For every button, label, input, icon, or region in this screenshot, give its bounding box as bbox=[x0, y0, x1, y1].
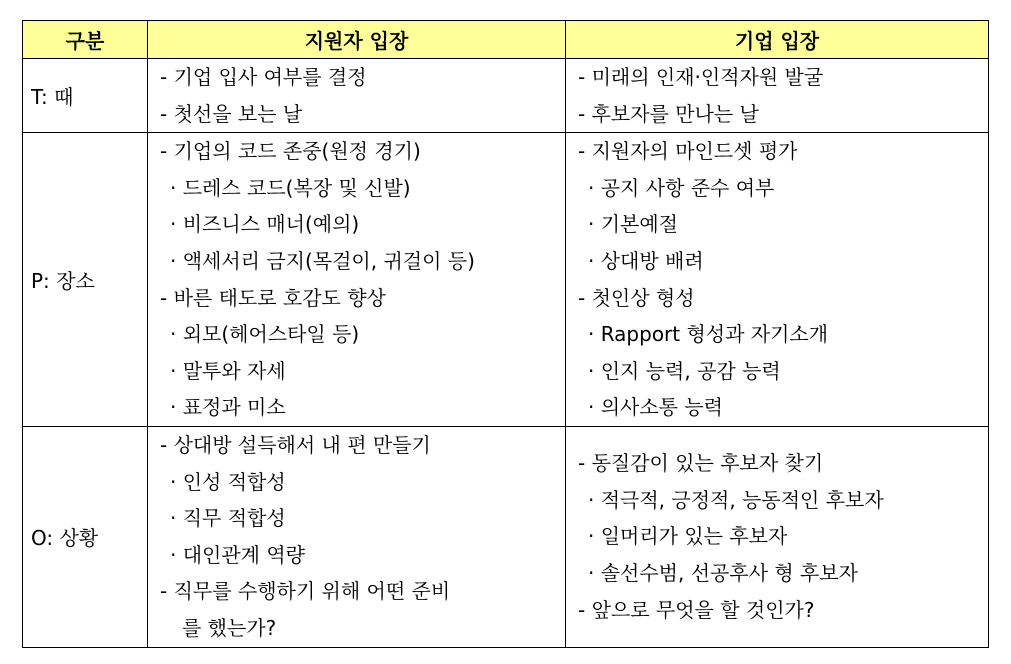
applicant-cell-place bbox=[148, 133, 566, 427]
table-row-occasion bbox=[23, 426, 989, 647]
list-item: · 외모(헤어스타일 등) bbox=[170, 322, 360, 347]
list-item: · 의사소통 능력 bbox=[588, 395, 723, 420]
row-label-place: P: 장소 bbox=[23, 133, 148, 427]
list-item: · 비즈니스 매너(예의) bbox=[170, 212, 360, 237]
list-item: - 첫선을 보는 날 bbox=[160, 101, 303, 126]
company-cell-place bbox=[566, 133, 989, 427]
list-item: · 직무 적합성 bbox=[170, 506, 286, 531]
list-item: · 대인관계 역량 bbox=[170, 542, 305, 567]
list-item: - 직무를 수행하기 위해 어떤 준비 bbox=[160, 579, 451, 604]
header-category: 구분 bbox=[23, 21, 148, 59]
row-label-occasion: O: 상황 bbox=[23, 426, 148, 647]
list-item: - 미래의 인재·인적자원 발굴 bbox=[578, 65, 824, 89]
list-item: · 표정과 미소 bbox=[170, 395, 286, 420]
list-item: · 공지 사항 준수 여부 bbox=[588, 175, 775, 200]
company-cell-occasion bbox=[566, 426, 989, 647]
list-item: · 적극적, 긍정적, 능동적인 후보자 bbox=[588, 487, 884, 512]
list-item: · 솔선수범, 선공후사 형 후보자 bbox=[588, 561, 858, 586]
header-row bbox=[23, 21, 989, 59]
list-item: - 후보자를 만나는 날 bbox=[578, 101, 759, 126]
list-item: · 드레스 코드(복장 및 신발) bbox=[170, 175, 411, 200]
list-item: - 지원자의 마인드셋 평가 bbox=[578, 139, 798, 164]
list-item: · Rapport 형성과 자기소개 bbox=[588, 322, 829, 347]
applicant-cell-time bbox=[148, 59, 566, 133]
list-item: - 앞으로 무엇을 할 것인가? bbox=[578, 597, 815, 622]
list-item: · 인지 능력, 공감 능력 bbox=[588, 358, 781, 383]
applicant-cell-occasion bbox=[148, 426, 566, 647]
table-row-time bbox=[23, 59, 989, 133]
list-item: - 첫인상 형성 bbox=[578, 285, 695, 310]
list-item: 를 했는가? bbox=[182, 615, 277, 640]
list-item: · 상대방 배려 bbox=[588, 248, 704, 273]
list-item: - 상대방 설득해서 내 편 만들기 bbox=[160, 432, 431, 457]
list-item: - 기업의 코드 존중(원정 경기) bbox=[160, 139, 421, 164]
company-cell-time bbox=[566, 59, 989, 133]
tpo-table bbox=[22, 20, 989, 648]
list-item: - 동질감이 있는 후보자 찾기 bbox=[578, 451, 824, 476]
row-label-time: T: 때 bbox=[23, 59, 148, 133]
list-item: · 인성 적합성 bbox=[170, 469, 286, 494]
list-item: · 말투와 자세 bbox=[170, 358, 286, 383]
table-row-place bbox=[23, 133, 989, 427]
header-company: 기업 입장 bbox=[566, 21, 989, 59]
list-item: · 일머리가 있는 후보자 bbox=[588, 524, 788, 549]
list-item: · 액세서리 금지(목걸이, 귀걸이 등) bbox=[170, 248, 475, 273]
list-item: - 기업 입사 여부를 결정 bbox=[160, 65, 367, 89]
list-item: · 기본예절 bbox=[588, 212, 678, 237]
header-applicant: 지원자 입장 bbox=[148, 21, 566, 59]
list-item: - 바른 태도로 호감도 향상 bbox=[160, 285, 386, 310]
